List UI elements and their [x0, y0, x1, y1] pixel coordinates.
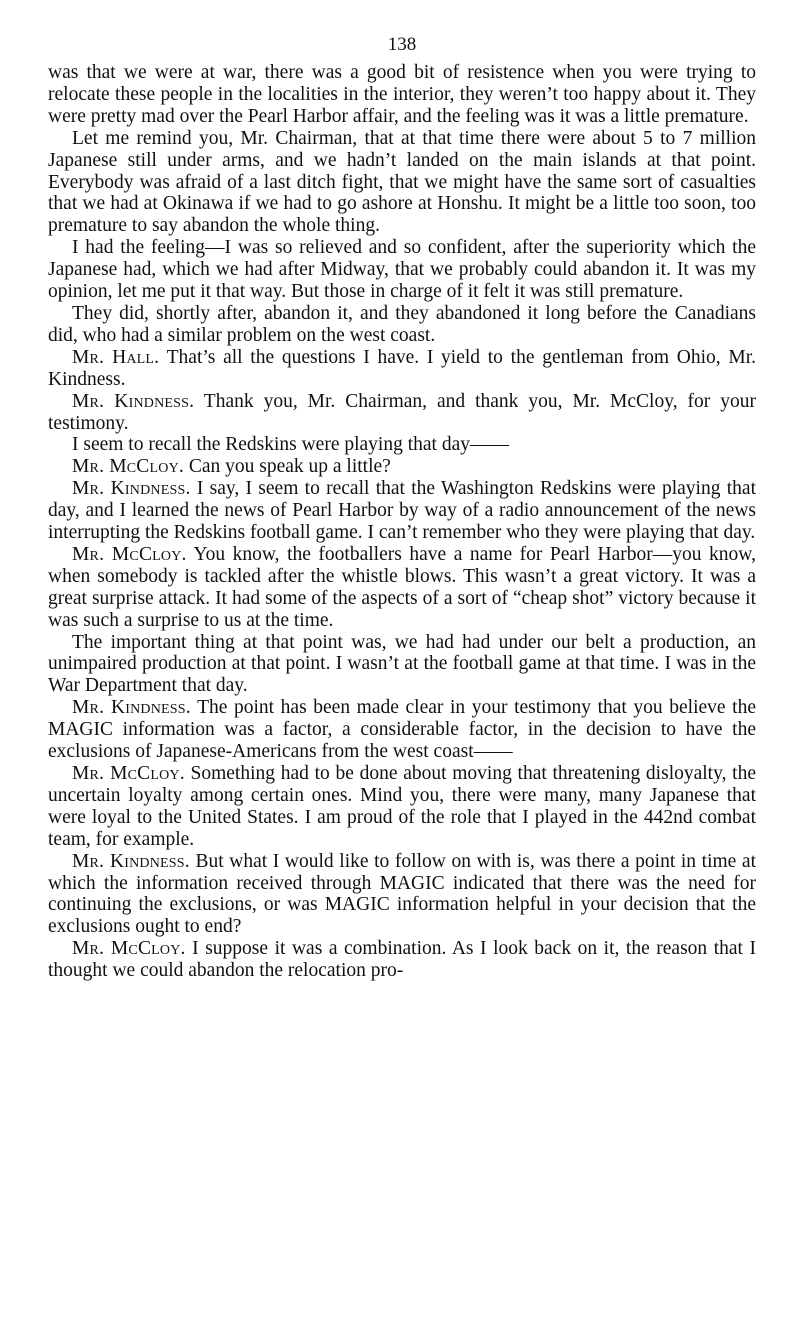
page-number: 138 [387, 34, 417, 55]
paragraph-text: They did, shortly after, abandon it, and they abandoned it long before the Canadians did, who had a similar problem on the west coast. [48, 302, 756, 346]
speaker-name: Mr. Kindness. [72, 697, 191, 719]
paragraph [48, 478, 756, 544]
paragraph-text: Let me remind you, Mr. Chairman, that at that time there were about 5 to 7 million Japanese still under arms, and we hadn’t landed on the main islands at that point. Everybody was afraid of a last ditch fight, that we might have the same sort of casualties that we had at Okinawa if we had to go ashore at Honshu. It might be a little too soon, too premature to say abandon the whole thing. [48, 127, 756, 237]
paragraph [48, 763, 756, 851]
paragraph [48, 697, 756, 763]
paragraph [48, 456, 756, 478]
paragraph [48, 851, 756, 939]
speaker-name: Mr. Kindness. [72, 478, 191, 500]
paragraph [48, 938, 756, 982]
paragraph-text: Thank you, Mr. Chairman, and thank you, Mr. McCloy, for your testimony. [48, 390, 756, 434]
speaker-name: Mr. Hall. [72, 346, 160, 368]
body-text [48, 62, 756, 982]
paragraph-text: I suppose it was a combination. As I look back on it, the reason that I thought we could abandon the relocation pro- [48, 938, 756, 982]
paragraph-text: I had the feeling—I was so relieved and so confident, after the superiority which the Japanese had, which we had after Midway, that we probably could abandon it. It was my opinion, let me put it that way. But those in charge of it felt it was still premature. [48, 237, 756, 303]
paragraph [48, 391, 756, 435]
speaker-name: Mr. McCloy. [72, 938, 186, 960]
speaker-name: Mr. McCloy. [72, 543, 187, 565]
paragraph-text: The point has been made clear in your testimony that you believe the MAGIC information was a factor, a considerable factor, in the decision to have the exclusions of Japanese-Americans from the west coast—— [48, 697, 756, 763]
paragraph [48, 303, 756, 347]
paragraph-text: But what I would like to follow on with is, was there a point in time at which the information received through MAGIC indicated that there was the need for continuing the exclusions, or was MAGIC information helpful in your decision that the exclusions ought to end? [48, 850, 757, 938]
speaker-name: Mr. Kindness. [72, 390, 195, 412]
speaker-name: Mr. McCloy. [72, 456, 184, 478]
paragraph [48, 62, 756, 128]
paragraph [48, 544, 756, 632]
paragraph-text: Can you speak up a little? [188, 456, 391, 478]
paragraph [48, 128, 756, 238]
paragraph-text: You know, the footballers have a name for Pearl Harbor—you know, when somebody is tackled after the whistle blows. This wasn’t a great victory. It was a great surprise attack. It had some of the aspects of a sort of “cheap shot” victory because it was such a surprise to us at the time. [48, 543, 756, 631]
paragraph-text: Something had to be done about moving that threatening disloyalty, the uncertain loyalty among certain ones. Mind you, there were many, many Japanese that were loyal to the United States. I am proud of the role that I played in the 442nd combat team, for example. [48, 763, 756, 850]
paragraph-text: was that we were at war, there was a good bit of resistence when you were trying to relocate these people in the localities in the interior, they weren’t too happy about it. They were pretty mad over the Pearl Harbor affair, and the feeling was it was a little premature. [48, 62, 756, 127]
speaker-name: Mr. Kindness. [72, 850, 190, 872]
paragraph [48, 347, 756, 391]
speaker-name: Mr. McCloy. [72, 763, 185, 784]
paragraph [48, 237, 756, 303]
document-page [48, 34, 756, 982]
paragraph-text: I say, I seem to recall that the Washington Redskins were playing that day, and I learned the news of Pearl Harbor by way of a radio announcement of the news interrupting the Redskins football game. I can’t remember who they were playing that day. [48, 478, 757, 544]
paragraph [48, 434, 756, 456]
paragraph-text: That’s all the questions I have. I yield to the gentleman from Ohio, Mr. Kindness. [48, 346, 756, 390]
paragraph-text: The important thing at that point was, we had had under our belt a production, an unimpaired production at that point. I wasn’t at the football game at that time. I was in the War Department that day. [48, 631, 756, 697]
paragraph [48, 632, 756, 698]
paragraph-text: I seem to recall the Redskins were playing that day—— [72, 434, 509, 456]
